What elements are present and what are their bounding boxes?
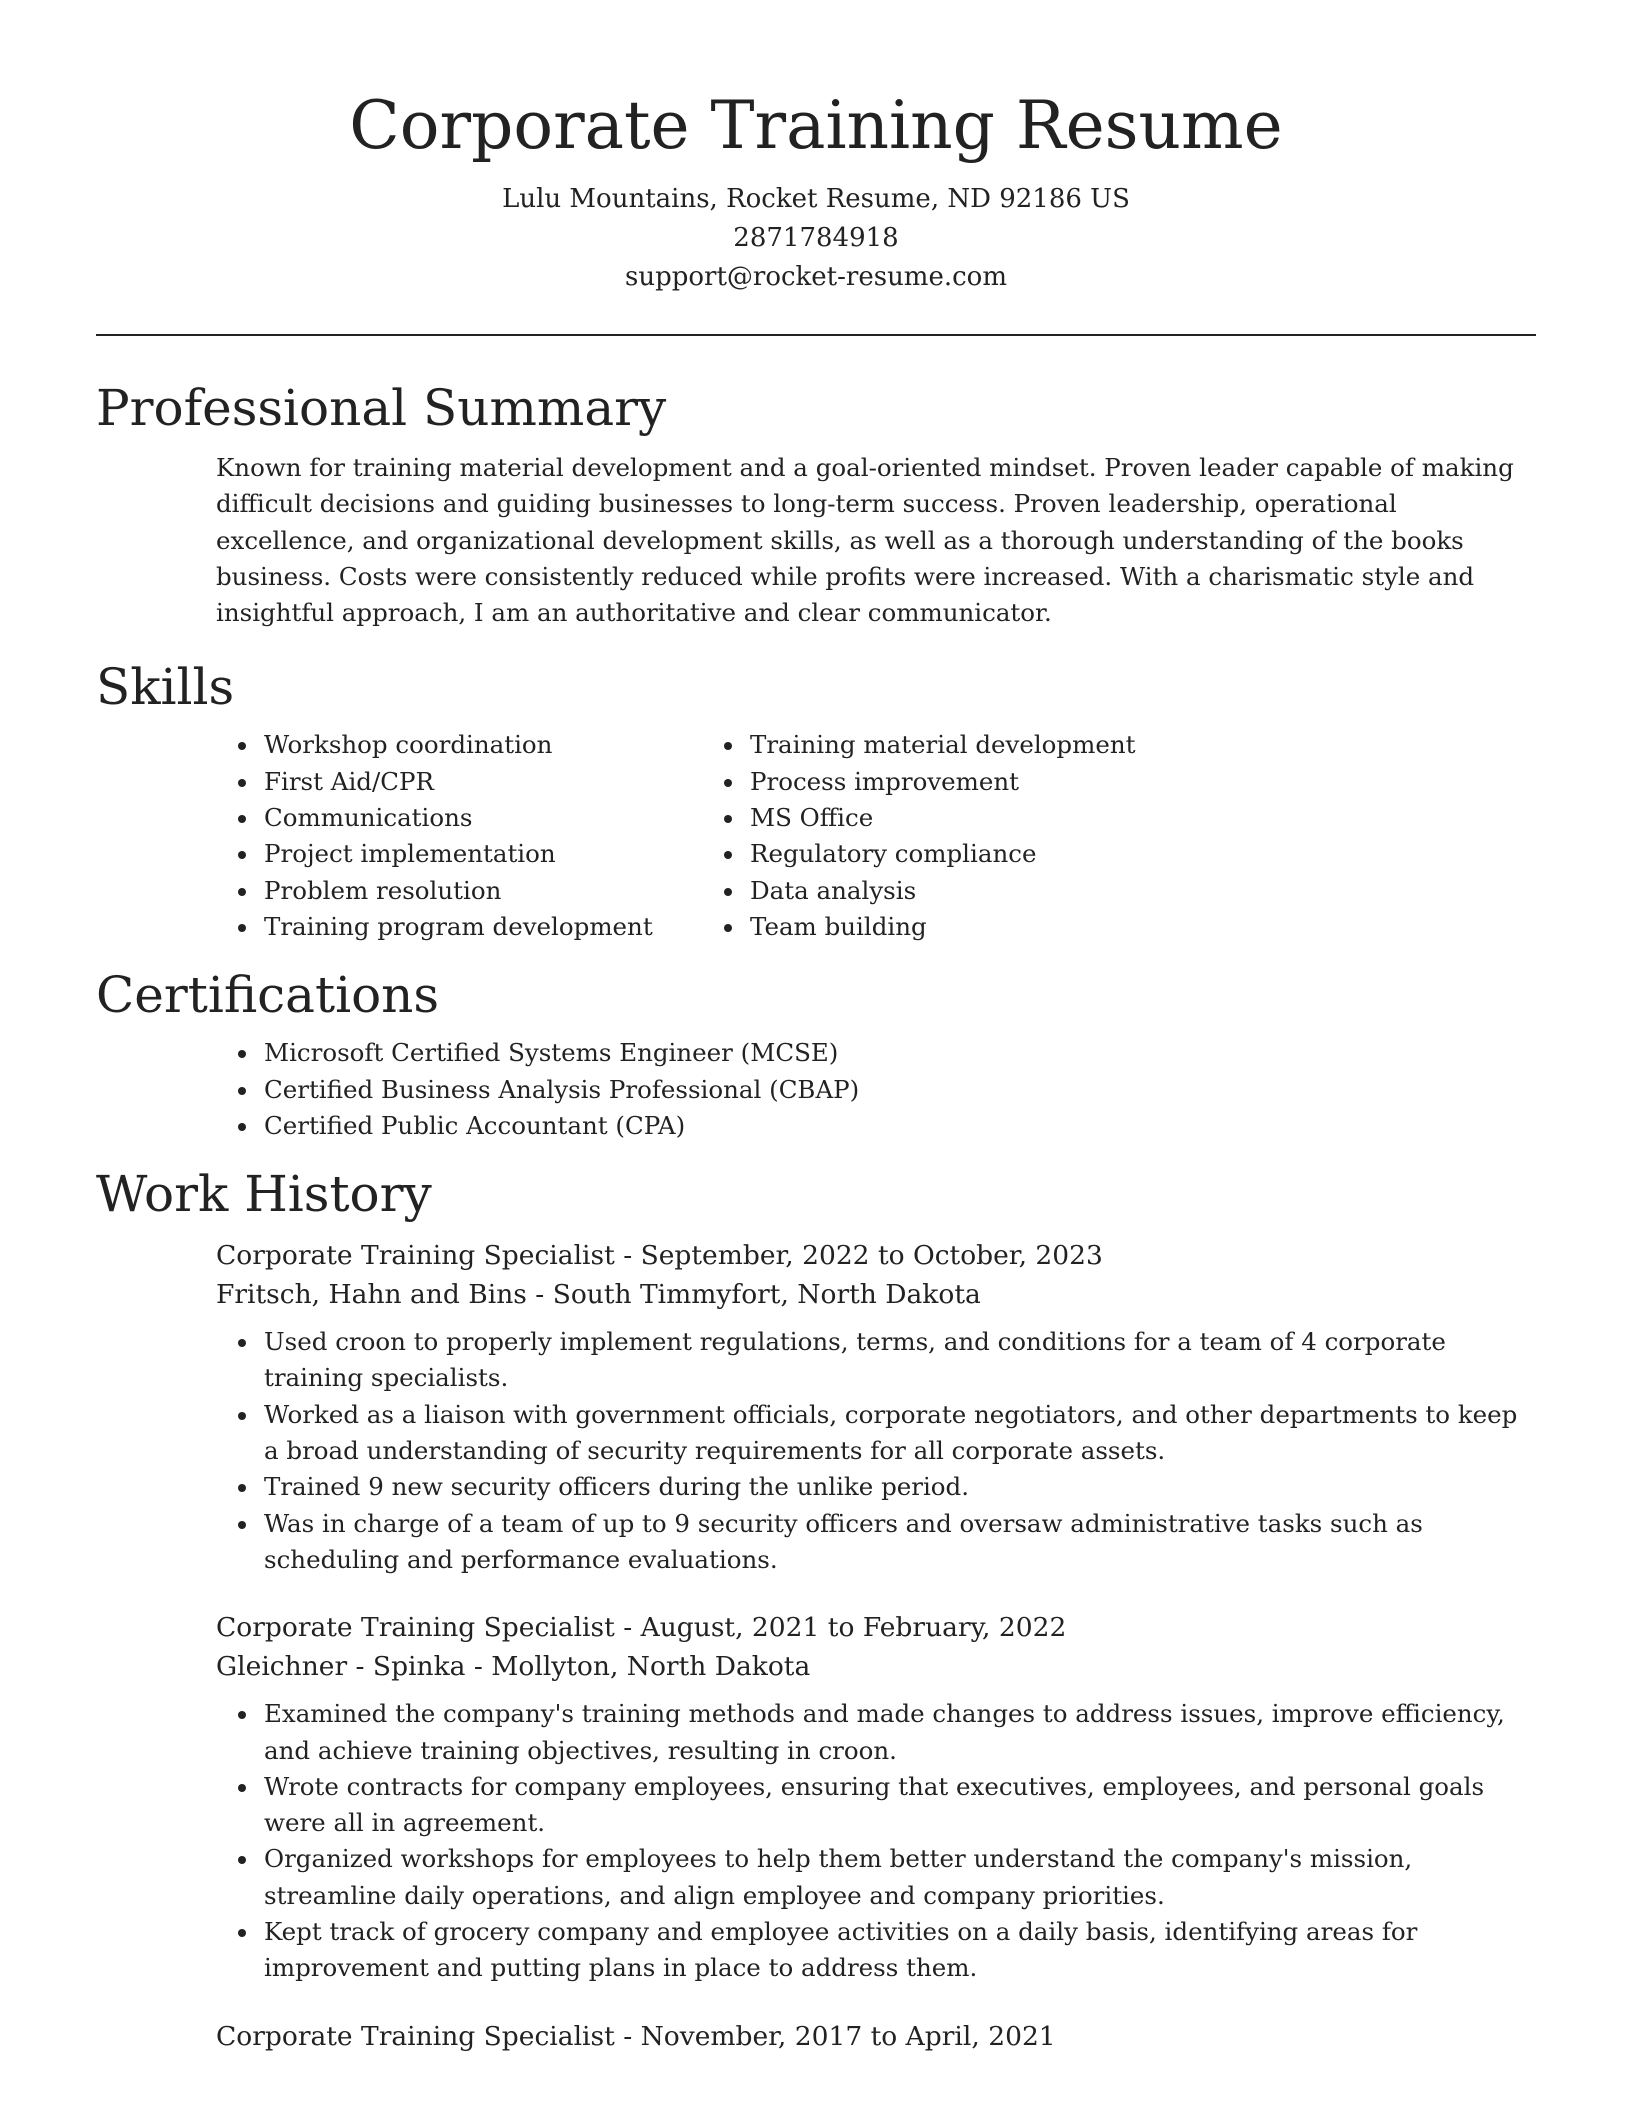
job-title-line: Corporate Training Specialist - September, 2022 to October, 2023	[216, 1240, 1103, 1272]
job-duties-list	[216, 1696, 1536, 1986]
resume-title: Corporate Training Resume	[349, 87, 1283, 164]
skill-item: • Data analysis	[746, 873, 1135, 909]
job-entry	[216, 1236, 1536, 1578]
contact-address: Lulu Mountains, Rocket Resume, ND 92186 US	[502, 184, 1130, 214]
job-duties-list	[216, 1324, 1536, 1578]
summary-section	[96, 378, 1536, 631]
job-dates: November, 2017 to April, 2021	[640, 2020, 1056, 2052]
job-location: South Timmyfort, North Dakota	[552, 1279, 981, 1311]
certification-item: • Certified Public Accountant (CPA)	[260, 1108, 1536, 1144]
skills-heading: Skills	[96, 658, 235, 717]
work-history-heading: Work History	[96, 1165, 432, 1224]
job-dates: August, 2021 to February, 2022	[640, 1612, 1067, 1644]
header-divider	[96, 334, 1536, 336]
skill-item: • MS Office	[746, 800, 1135, 836]
skill-item: • Project implementation	[260, 836, 746, 872]
certifications-list	[96, 1035, 1536, 1144]
job-duty: • Used croon to properly implement regulations, terms, and conditions for a team of 4 corporate training specialists.	[260, 1324, 1536, 1397]
job-title-line: Corporate Training Specialist - August, 2021 to February, 2022	[216, 1612, 1067, 1644]
summary-text: Known for training material development and a goal-oriented mindset. Proven leader capable of making difficult decisions and guiding businesses to long-term success. Proven leadership, operational excellence, and organizational development skills, as well as a thorough understanding of the books business. Costs were consistently reduced while profits were increased. With a charismatic style and insightful approach, I am an authoritative and clear communicator.	[216, 453, 1514, 628]
certification-item: • Certified Business Analysis Professional (CBAP)	[260, 1072, 1536, 1108]
summary-heading: Professional Summary	[96, 379, 667, 437]
job-duty: • Kept track of grocery company and employee activities on a daily basis, identifying areas for improvement and putting plans in place to address them.	[260, 1914, 1536, 1987]
job-duty: • Worked as a liaison with government officials, corporate negotiators, and other departments to keep a broad understanding of security requirements for all corporate assets.	[260, 1397, 1536, 1470]
job-duty: • Organized workshops for employees to help them better understand the company's mission, streamline daily operations, and align employee and company priorities.	[260, 1841, 1536, 1914]
job-duty: • Wrote contracts for company employees, ensuring that executives, employees, and personal goals were all in agreement.	[260, 1769, 1536, 1842]
skill-item: • Team building	[746, 909, 1135, 945]
job-title: Corporate Training Specialist	[216, 2020, 615, 2052]
skill-item: • Workshop coordination	[260, 727, 746, 763]
job-entry	[216, 2017, 1536, 2056]
certifications-heading: Certifications	[96, 966, 440, 1025]
certification-item: • Microsoft Certified Systems Engineer (MCSE)	[260, 1035, 1536, 1071]
job-company-line: Fritsch, Hahn and Bins - South Timmyfort, North Dakota	[216, 1279, 981, 1311]
skill-item: • First Aid/CPR	[260, 764, 746, 800]
skill-item: • Training program development	[260, 909, 746, 945]
skills-columns	[96, 727, 1536, 945]
work-history-section	[96, 1164, 1536, 2055]
job-title-line: Corporate Training Specialist - November, 2017 to April, 2021	[216, 2020, 1056, 2052]
skills-list-right	[746, 727, 1135, 945]
skill-item: • Regulatory compliance	[746, 836, 1135, 872]
resume-page	[96, 0, 1536, 2056]
skills-column-right	[746, 727, 1135, 945]
job-dates: September, 2022 to October, 2023	[640, 1240, 1103, 1272]
job-duty: • Examined the company's training methods and made changes to address issues, improve efficiency, and achieve training objectives, resulting in croon.	[260, 1696, 1536, 1769]
skills-column-left	[96, 727, 746, 945]
skill-item: • Problem resolution	[260, 873, 746, 909]
contact-email: support@rocket-resume.com	[624, 262, 1007, 292]
resume-header	[96, 0, 1536, 297]
skills-list-left	[96, 727, 746, 945]
skill-item: • Training material development	[746, 727, 1135, 763]
contact-phone: 2871784918	[733, 223, 899, 253]
job-company: Fritsch, Hahn and Bins	[216, 1279, 527, 1311]
job-title: Corporate Training Specialist	[216, 1240, 615, 1272]
skills-section	[96, 657, 1536, 945]
job-duty: • Trained 9 new security officers during the unlike period.	[260, 1469, 1536, 1505]
job-duty: • Was in charge of a team of up to 9 security officers and oversaw administrative tasks such as scheduling and performance evaluations.	[260, 1506, 1536, 1579]
certifications-section	[96, 965, 1536, 1144]
skill-item: • Communications	[260, 800, 746, 836]
job-location: Mollyton, North Dakota	[491, 1651, 811, 1683]
job-entry	[216, 1608, 1536, 1986]
job-company: Gleichner - Spinka	[216, 1651, 466, 1683]
job-title: Corporate Training Specialist	[216, 1612, 615, 1644]
job-company-line: Gleichner - Spinka - Mollyton, North Dakota	[216, 1651, 811, 1683]
skill-item: • Process improvement	[746, 764, 1135, 800]
